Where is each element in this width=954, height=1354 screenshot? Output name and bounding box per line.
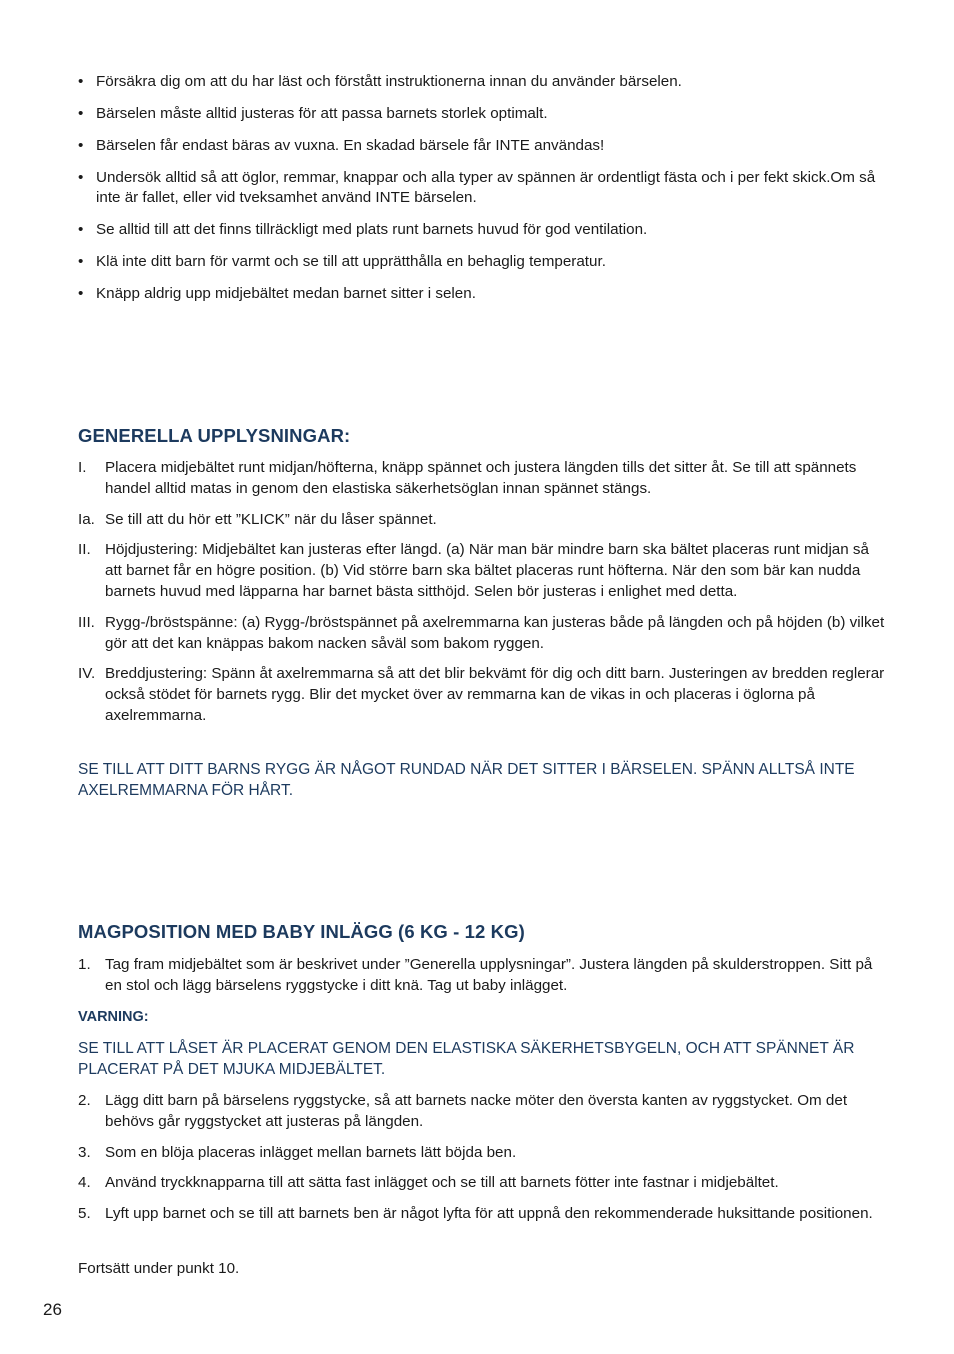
item-number: 2. bbox=[78, 1092, 91, 1109]
list-item bbox=[78, 220, 888, 240]
list-item-text: Knäpp aldrig upp midjebältet medan barnet sitter i selen. bbox=[96, 285, 476, 302]
safety-bullet-list bbox=[78, 72, 888, 316]
list-item-text: Se alltid till att det finns tillräckligt med plats runt barnets huvud för god ventilation. bbox=[96, 221, 648, 238]
list-item bbox=[78, 955, 888, 997]
list-item bbox=[78, 664, 888, 726]
list-item bbox=[78, 540, 888, 602]
list-item-text: Höjdjustering: Midjebältet kan justeras efter längd. (a) När man bär mindre barn ska bältet placeras runt midjan så att barnet får en högre position. (b) Vid större barn ska bältet placeras runt höfterna. När den som bär kan nudda barnets huvud med läpparna har barnet bästa sitthöjd. Selen bör justeras i enlighet med detta. bbox=[105, 541, 869, 600]
list-item bbox=[78, 1173, 888, 1194]
list-item-text: Som en blöja placeras inlägget mellan barnets lätt böjda ben. bbox=[105, 1143, 517, 1161]
bullet-symbol: • bbox=[78, 221, 84, 238]
list-item-text: Lägg ditt barn på bärselens ryggstycke, så att barnets nacke möter den översta kanten av ryggstycket. Om det behövs går ryggstycket att justeras på längden. bbox=[105, 1092, 848, 1130]
item-number: II. bbox=[78, 541, 91, 559]
ventilation-note: SE TILL ATT DITT BARNS RYGG ÄR NÅGOT RUNDAD NÄR DET SITTER I BÄRSELEN. SPÄNN ALLTSÅ INTE AXELREMMARNA FÖR HÅRT. bbox=[78, 761, 855, 799]
list-item-text: Se till att du hör ett ”KLICK” när du låser spännet. bbox=[105, 510, 437, 528]
list-item bbox=[78, 1143, 888, 1164]
bullet-symbol: • bbox=[78, 285, 84, 302]
bullet-symbol: • bbox=[78, 137, 84, 154]
item-number: 1. bbox=[78, 956, 91, 973]
list-item bbox=[78, 168, 888, 208]
general-info-heading: GENERELLA UPPLYSNINGAR: bbox=[78, 425, 351, 446]
magposition-heading: MAGPOSITION MED BABY INLÄGG (6 KG - 12 KG) bbox=[78, 921, 525, 942]
list-item bbox=[78, 1204, 888, 1225]
list-item-text: Bärselen får endast bäras av vuxna. En skadad bärsele får INTE användas! bbox=[96, 137, 605, 154]
list-item bbox=[78, 72, 888, 92]
list-item-text: Breddjustering: Spänn åt axelremmarna så att det blir bekvämt för dig och ditt barn. Justeringen av bredden reglerar också stödet för barnets rygg. Blir det mycket över av remmarna kan de vikas in och placeras i öglorna på axelremmarna. bbox=[105, 665, 885, 724]
item-number: 5. bbox=[78, 1205, 91, 1223]
bullet-symbol: • bbox=[78, 253, 84, 270]
magposition-step-list-start bbox=[78, 955, 888, 1007]
item-number: I. bbox=[78, 459, 87, 476]
list-item bbox=[78, 252, 888, 272]
list-item bbox=[78, 136, 888, 156]
list-item bbox=[78, 104, 888, 124]
item-number: III. bbox=[78, 613, 95, 631]
list-item-text: Placera midjebältet runt midjan/höfterna, knäpp spännet och justera längden tills det sitter åt. Se till att spännets handel alltid matas in genom den elastiska säkerhetsöglan innan spännet stängs. bbox=[105, 459, 857, 497]
list-item-text: Undersök alltid så att öglor, remmar, knappar och alla typer av spännen är ordentligt fästa och i per fekt skick.Om så inte är fallet, eller vid tveksamhet använd INTE bärselen. bbox=[96, 169, 876, 206]
list-item bbox=[78, 284, 888, 304]
list-item-text: Klä inte ditt barn för varmt och se till att upprätthålla en behaglig temperatur. bbox=[96, 253, 606, 270]
list-item bbox=[78, 510, 888, 531]
warning-label: VARNING: bbox=[78, 1009, 149, 1025]
list-item-text: Bärselen måste alltid justeras för att passa barnets storlek optimalt. bbox=[96, 105, 548, 122]
list-item-text: Lyft upp barnet och se till att barnets ben är något lyfta för att uppnå den rekommenderade huksittande positionen. bbox=[105, 1205, 873, 1223]
bullet-symbol: • bbox=[78, 73, 84, 90]
bullet-symbol: • bbox=[78, 169, 84, 186]
list-item bbox=[78, 458, 888, 500]
list-item bbox=[78, 1091, 888, 1133]
list-item-text: Rygg-/bröstspänne: (a) Rygg-/bröstspännet på axelremmarna kan justeras både på längden och på höjden (b) vilket gör att det kan knäppas bakom nacken såväl som bakom ryggen. bbox=[105, 613, 885, 652]
list-item-text: Använd tryckknapparna till att sätta fast inlägget och se till att barnets fötter inte fastnar i midjebältet. bbox=[105, 1174, 779, 1192]
item-number: 3. bbox=[78, 1143, 91, 1161]
item-number: 4. bbox=[78, 1174, 91, 1192]
general-info-list bbox=[78, 458, 888, 737]
item-number: Ia. bbox=[78, 510, 95, 528]
item-number: IV. bbox=[78, 665, 96, 683]
magposition-step-list bbox=[78, 1091, 888, 1235]
warning-text: SE TILL ATT LÅSET ÄR PLACERAT GENOM DEN ELASTISKA SÄKERHETSBYGELN, OCH ATT SPÄNNET ÄR PLACERAT PÅ DET MJUKA MIDJEBÄLTET. bbox=[78, 1040, 855, 1078]
list-item bbox=[78, 613, 888, 655]
list-item-text: Försäkra dig om att du har läst och förstått instruktionerna innan du använder bärselen. bbox=[96, 73, 682, 90]
continue-text: Fortsätt under punkt 10. bbox=[78, 1260, 240, 1277]
list-item-text: Tag fram midjebältet som är beskrivet under ”Generella upplysningar”. Justera längden på skulderstroppen. Sitt på en stol och lägg bärselens ryggstycke i ditt knä. Tag ut baby inlägget. bbox=[105, 956, 873, 994]
page-number: 26 bbox=[43, 1300, 62, 1319]
bullet-symbol: • bbox=[78, 105, 84, 122]
